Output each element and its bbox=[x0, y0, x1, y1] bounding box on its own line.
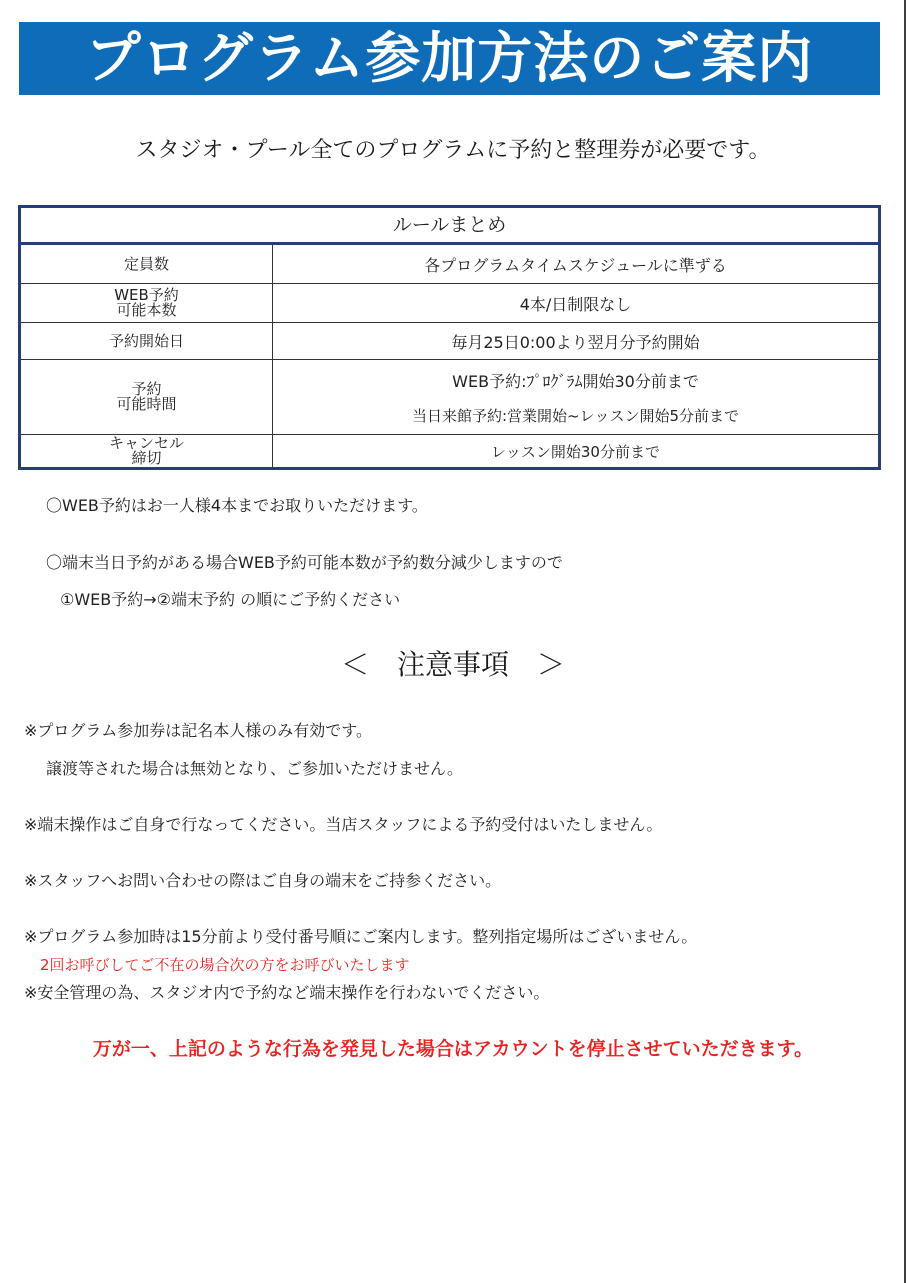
rules-value-line: 4本/日制限なし bbox=[519, 294, 632, 314]
rules-row-booking-time bbox=[21, 360, 878, 435]
page-title: プログラム参加方法のご案内 bbox=[19, 22, 880, 95]
note-booking-order: ①WEB予約→②端末予約 の順にご予約ください bbox=[60, 590, 401, 609]
rules-row-label bbox=[21, 435, 273, 467]
rules-row-label bbox=[21, 323, 273, 359]
rules-row-value bbox=[273, 323, 878, 359]
cautions-heading: ＜ 注意事項 ＞ bbox=[340, 648, 565, 681]
rules-value-line: WEB予約:ﾌﾟﾛｸﾞﾗﾑ開始30分前まで bbox=[452, 371, 699, 391]
caution-item: ※スタッフへお問い合わせの際はご自身の端末をご持参ください。 bbox=[24, 871, 502, 890]
rules-value-line: レッスン開始30分前まで bbox=[491, 442, 660, 461]
rules-label-line: 予約 bbox=[131, 380, 162, 398]
rules-row-capacity bbox=[21, 245, 878, 284]
rules-label-line: 定員数 bbox=[123, 254, 169, 273]
caution-item: ※端末操作はご自身で行なってください。当店スタッフによる予約受付はいたしません。 bbox=[24, 815, 663, 834]
rules-table bbox=[18, 205, 881, 470]
rules-label-line: WEB予約 bbox=[114, 286, 179, 304]
rules-value-line: 当日来館予約:営業開始~レッスン開始5分前まで bbox=[411, 406, 740, 425]
caution-item: ※安全管理の為、スタジオ内で予約など端末操作を行わないでください。 bbox=[24, 983, 550, 1002]
rules-label-line: 可能本数 bbox=[116, 301, 177, 319]
page-subtitle: スタジオ・プール全てのプログラムに予約と整理券が必要です。 bbox=[135, 138, 771, 163]
note-web-limit: 〇WEB予約はお一人様4本までお取りいただけます。 bbox=[46, 496, 428, 515]
rules-row-cancel bbox=[21, 435, 878, 467]
rules-row-value bbox=[273, 360, 878, 434]
rules-row-start-date bbox=[21, 323, 878, 360]
rules-label-line: 可能時間 bbox=[116, 395, 177, 413]
account-suspension-warning: 万が一、上記のような行為を発見した場合はアカウントを停止させていただきます。 bbox=[92, 1038, 814, 1060]
rules-row-label bbox=[21, 245, 273, 283]
caution-item: 譲渡等された場合は無効となり、ご参加いただけません。 bbox=[46, 759, 463, 778]
rules-label-line: 締切 bbox=[131, 449, 162, 467]
rules-row-value bbox=[273, 435, 878, 467]
rules-value-line: 毎月25日0:00より翌月分予約開始 bbox=[451, 332, 700, 352]
caution-item-callout: 2回お呼びしてご不在の場合次の方をお呼びいたします bbox=[40, 956, 410, 974]
note-terminal-booking: 〇端末当日予約がある場合WEB予約可能本数が予約数分減少しますので bbox=[46, 553, 563, 572]
rules-row-web-limit bbox=[21, 284, 878, 323]
rules-value-line: 各プログラムタイムスケジュールに準ずる bbox=[424, 255, 727, 275]
rules-row-value bbox=[273, 245, 878, 283]
rules-label-line: キャンセル bbox=[108, 434, 184, 452]
rules-row-value bbox=[273, 284, 878, 322]
caution-item: ※プログラム参加時は15分前より受付番号順にご案内します。整列指定場所はございません。 bbox=[24, 927, 698, 946]
rules-label-line: 予約開始日 bbox=[108, 331, 184, 350]
caution-item: ※プログラム参加券は記名本人様のみ有効です。 bbox=[24, 721, 372, 740]
rules-row-label bbox=[21, 360, 273, 434]
rules-row-label bbox=[21, 284, 273, 322]
rules-table-heading: ルールまとめ bbox=[21, 208, 878, 245]
